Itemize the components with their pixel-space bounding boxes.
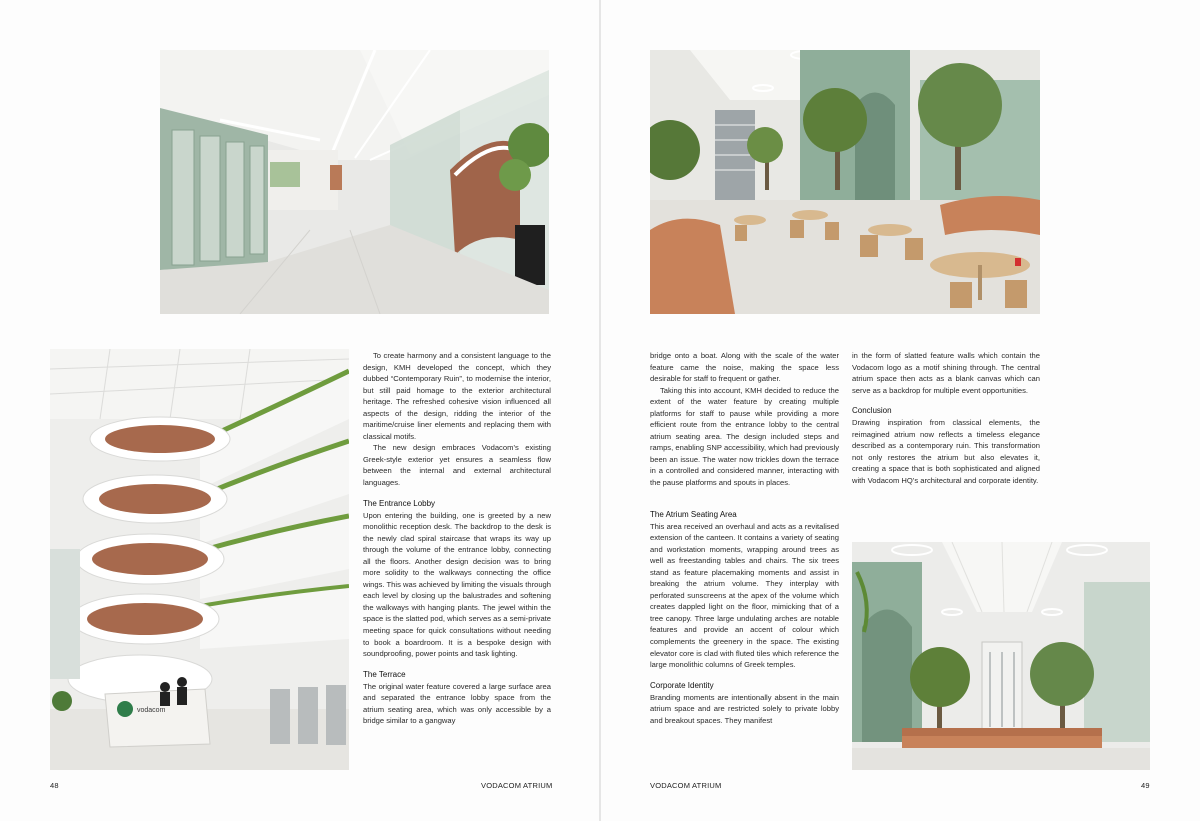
atrium-seating-photo	[650, 50, 1040, 314]
corridor-photo	[160, 50, 549, 314]
intro-paragraph: The new design embraces Vodacom’s existing Greek-style exterior yet ensures a seamless flow between the internal and external architectural languages.	[363, 443, 551, 488]
corporate-identity-heading: Corporate Identity	[650, 680, 714, 690]
svg-text:vodacom: vodacom	[137, 707, 166, 714]
conclusion-heading: Conclusion	[852, 406, 892, 416]
conclusion-paragraph: Drawing inspiration from classical elements, the reimagined atrium now reflects a timeless elegance described as a contemporary ruin. This transformation not only restores the atrium but also elevates it, creating a space that is both sophisticated and aligned with Vodacom HQ’s architectural and corporate identity.	[852, 418, 1040, 485]
page-number: 49	[1141, 781, 1150, 790]
spiral-staircase-reception-photo	[50, 349, 349, 770]
terrace-paragraph: Taking this into account, KMH decided to reduce the extent of the water feature by creating multiple platforms for staff to pause while providing a more efficient route from the entrance lobby to the central atrium seating area. The design included steps and ramps, enabling SNP accessibility, which had previously been an issue. The water now trickles down the terrace in a controlled and considered manner, interacting with the pause platforms and spouts in places.	[650, 385, 839, 488]
corporate-identity-continued-paragraph: in the form of slatted feature walls which contain the Vodacom logo as a motif shining through. The central atrium space then acts as a blank canvas which can serve as a backdrop for multiple event opportunities.	[852, 351, 1040, 395]
right-text-column-1	[650, 350, 839, 726]
entrance-lobby-heading: The Entrance Lobby	[363, 498, 436, 508]
terrace-continued-paragraph: bridge onto a boat. Along with the scale of the water feature came the noise, making the space less desirable for staff to frequent or gather.	[650, 351, 839, 384]
page-number: 48	[50, 781, 59, 790]
atrium-seating-paragraph: This area received an overhaul and acts as a revitalised extension of the canteen. It contains a variety of seating and workstation moments, wrapping around trees as well as freestanding tables and chairs. The six trees stand as feature placemaking moments and assist in breaking the atrium volume. They interplay with perforated sunscreens at the apex of the volume which creates dappled light on the floor, mimicking that of a tree canopy. Three large undulating arches are notable features and provide an accent of colour which complements the greenery in the space. The existing elevator core is clad with fluted tiles which reference the large monolithic columns of Greek temples.	[650, 521, 839, 670]
left-page	[0, 0, 599, 821]
atrium-seating-heading: The Atrium Seating Area	[650, 509, 737, 519]
terrace-heading: The Terrace	[363, 669, 406, 679]
right-text-column-2	[852, 350, 1040, 486]
intro-paragraph: To create harmony and a consistent language to the design, KMH developed the concept, which they dubbed “Contemporary Ruin”, to modernise the interior, but still paid homage to the exterior architectural heritage. The refreshed cohesive vision influenced all aspects of the design, ridding the interior of the maritime/cruise liner elements and replacing them with classical motifs.	[363, 351, 551, 441]
running-title: VODACOM ATRIUM	[650, 781, 722, 790]
running-title: VODACOM ATRIUM	[481, 781, 553, 790]
corporate-identity-paragraph: Branding moments are intentionally absent in the main atrium space and are restricted solely to private lobby and breakout spaces. They manifest	[650, 692, 839, 725]
entrance-lobby-paragraph: Upon entering the building, one is greeted by a new monolithic reception desk. The backdrop to the desk is the newly clad spiral staircase that wraps its way up through the volume of the entrance lobby, connecting all the floors. Another design decision was to bring more solidity to the walkways connecting the office wings. This was achieved by limiting the visuals through each level by closing up the balustrades and softening the walkways with hanging plants. The jewel within the space is the slatted pod, which serves as a semi-private meeting space for quick consultations without needing to book a boardroom. It is a bespoke design with soundproofing, power points and task lighting.	[363, 510, 551, 659]
right-page	[601, 0, 1200, 821]
left-text-column	[363, 350, 551, 727]
atrium-arches-trees-photo	[852, 542, 1150, 770]
terrace-paragraph: The original water feature covered a large surface area and separated the entrance lobby space from the atrium seating area, which was only accessible by a bridge similar to a gangway	[363, 681, 551, 726]
